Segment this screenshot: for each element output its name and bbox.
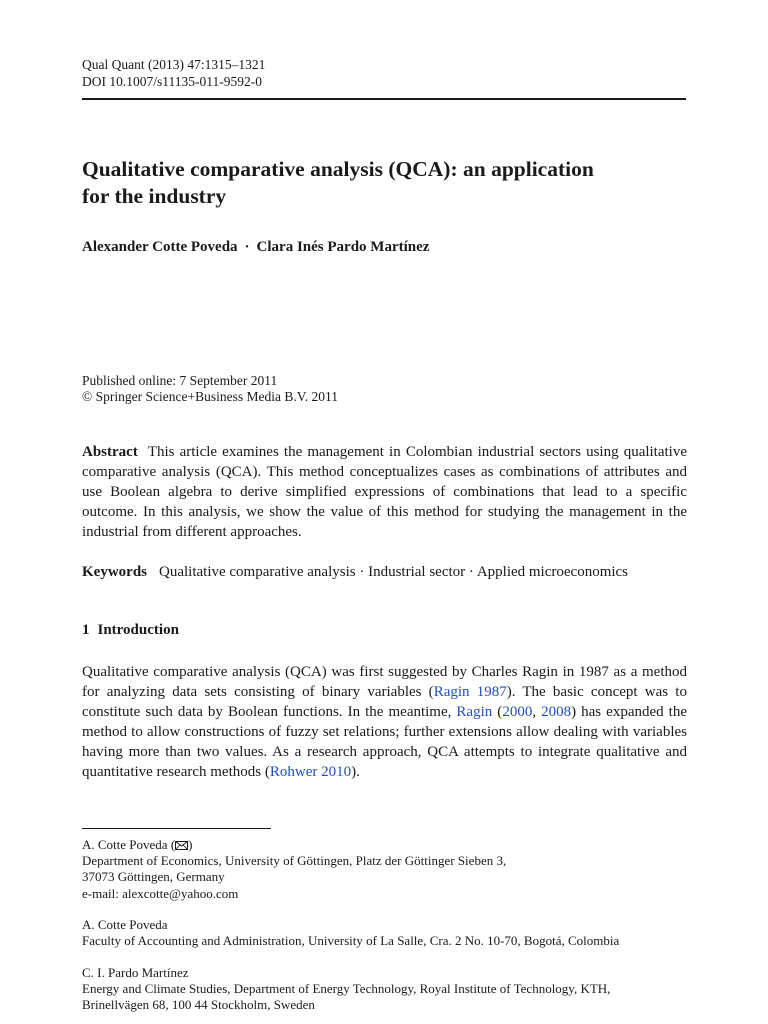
- affiliation-author: [82, 837, 692, 853]
- header-rule: [82, 98, 686, 100]
- citation-link[interactable]: Ragin 1987: [433, 684, 507, 700]
- section-heading: [82, 622, 179, 639]
- publication-info: [82, 373, 338, 405]
- author-separator: ·: [244, 239, 250, 255]
- journal-citation: Qual Quant (2013) 47:1315–1321: [82, 57, 266, 72]
- affiliation-address: Department of Economics, University of Göttingen, Platz der Göttinger Sieben 3,: [82, 853, 507, 869]
- body-text: ,: [532, 704, 542, 720]
- body-text: ). The basic concept was to constitute such data by Boolean functions. In the meantime,: [82, 684, 687, 720]
- abstract-text: This article examines the management in Colombian industrial sectors using qualitative comparative analysis (QCA). This method conceptualizes cases as combinations of attributes and use Boolean algebra to derive simplified expressions of combinations that lead to a specific outcome. In this analysis, we show the value of this method for studying the management in the industrial from different approaches.: [82, 444, 687, 540]
- keywords-text: Qualitative comparative analysis · Industrial sector · Applied microeconomics: [159, 564, 629, 580]
- affiliation-author: A. Cotte Poveda: [82, 917, 168, 932]
- affiliation-address: Faculty of Accounting and Administration, University of La Salle, Cra. 2 No. 10-70, Bogotá, Colombia: [82, 933, 620, 949]
- paper-title: [82, 156, 682, 210]
- affiliation-author: C. I. Pardo Martínez: [82, 965, 189, 980]
- affiliation-email[interactable]: e-mail: alexcotte@yahoo.com: [82, 885, 239, 901]
- section-title: Introduction: [97, 622, 179, 638]
- affiliation-address: Brinellvägen 68, 100 44 Stockholm, Sweden: [82, 997, 315, 1013]
- citation-link[interactable]: Rohwer 2010: [269, 764, 352, 780]
- body-text: ).: [351, 764, 360, 780]
- citation-link[interactable]: Ragin: [456, 704, 493, 720]
- author-list: [82, 239, 429, 256]
- abstract-label: Abstract: [82, 444, 138, 460]
- body-text: ) has expanded the method to allow constructions of fuzzy set relations; further extensions allow dealing with variables having more than two values. As a research approach, QCA attempts to integrate qualitative and quantitative research methods (: [82, 704, 688, 780]
- affiliation-2: [82, 917, 692, 949]
- published-online: Published online: 7 September 2011: [82, 373, 278, 388]
- affiliation-1: [82, 837, 692, 902]
- keywords: [82, 562, 628, 582]
- body-text: (: [492, 704, 503, 720]
- journal-header: [82, 56, 265, 90]
- keywords-label: Keywords: [82, 564, 147, 580]
- citation-link[interactable]: 2000: [502, 704, 533, 720]
- affiliation-3: [82, 965, 692, 1014]
- affiliation-name-end: ): [188, 837, 193, 852]
- title-line-1: Qualitative comparative analysis (QCA): an application: [82, 157, 594, 181]
- citation-link[interactable]: 2008: [541, 704, 572, 720]
- body-text: Qualitative comparative analysis (QCA) was first suggested by Charles Ragin in 1987 as a method for analyzing data sets consisting of binary variables (: [82, 664, 687, 700]
- affiliation-name: A. Cotte Poveda (: [82, 837, 176, 852]
- footnote-rule: [82, 828, 271, 829]
- title-line-2: for the industry: [82, 184, 227, 208]
- copyright-notice: © Springer Science+Business Media B.V. 2011: [82, 389, 338, 404]
- abstract: [82, 442, 687, 542]
- affiliation-address: Energy and Climate Studies, Department of Energy Technology, Royal Institute of Technology, KTH,: [82, 981, 611, 997]
- intro-paragraph: [82, 662, 687, 782]
- affiliation-address: 37073 Göttingen, Germany: [82, 869, 225, 885]
- section-number: 1: [82, 622, 90, 638]
- author-name: Alexander Cotte Poveda: [82, 239, 238, 255]
- author-name: Clara Inés Pardo Martínez: [256, 239, 430, 255]
- journal-doi: DOI 10.1007/s11135-011-9592-0: [82, 74, 262, 89]
- envelope-icon: [175, 838, 188, 847]
